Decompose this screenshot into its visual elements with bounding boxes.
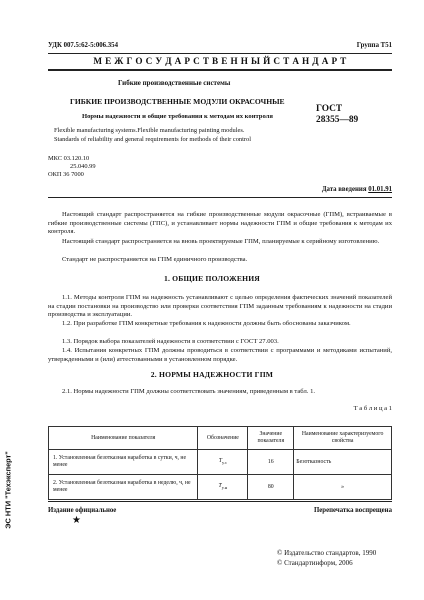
edition-label: Издание официальное [48, 507, 117, 514]
star-icon: ★ [72, 515, 81, 526]
row-2-value: 80 [248, 475, 294, 500]
row-2-property: » [294, 475, 392, 500]
standard-banner: М Е Ж Г О С У Д А Р С Т В Е Н Н Ы Й С Т А Н Д А Р Т [93, 56, 347, 66]
header-rule-bottom [48, 69, 392, 71]
header-rule-top [48, 53, 392, 54]
copyright-line-1: © Издательство стандартов, 1990 [277, 549, 377, 557]
reprint-notice: Перепечатка воспрещена [314, 507, 392, 514]
table-1-caption: Т а б л и ц а 1 [353, 405, 392, 412]
clause-1-1: 1.1. Методы контроля ГПМ на надежность устанавливают с целью определения фактических значений показателей на стадии постановки на производство или проверки соответствия ГПМ заданным требованиям к надежности на стадии производства и эксплуатации. [48, 294, 392, 319]
intro-date-label: Дата введения [321, 186, 367, 193]
table-header-row [49, 427, 392, 450]
row-2-name: 2. Установленная безотказная наработка в неделю, ч, не менее [49, 475, 198, 500]
table-row [49, 450, 392, 475]
okp-code: ОКП 36 7000 [48, 171, 84, 178]
intro-date [322, 186, 392, 193]
intro-paragraph-3: Стандарт не распространяется на ГПМ единичного производства. [62, 256, 248, 263]
clause-1-2: 1.2. При разработке ГПМ конкретные требования к надежности должны быть обоснованы заказчиком. [62, 320, 351, 327]
footer-rule [48, 501, 392, 502]
row-1-value: 16 [248, 450, 294, 475]
clause-1-4: 1.4. Испытания конкретных ГПМ должны проводиться в соответствии с программами и методиками испытаний, утвержденными и (или) аттестованными в установленном порядке. [48, 347, 392, 363]
header-property: Наименование характеризуемого свойства [294, 427, 392, 450]
intro-paragraph-2: Настоящий стандарт распространяется на вновь проектируемые ГПМ, планируемые к серийному изготовлению. [62, 238, 380, 245]
section-2-title: 2. НОРМЫ НАДЕЖНОСТИ ГПМ [150, 370, 274, 379]
side-stamp-text: ЭС НТИ "Техэксперт" [3, 451, 13, 529]
header-indicator-name: Наименование показателя [49, 427, 198, 450]
row-1-property: Безотказность [294, 450, 392, 475]
english-title-line-2: Standards of reliability and general requirements for methods of their control [54, 136, 251, 143]
clause-1-3: 1.3. Порядок выбора показателей надежности в соответствии с ГОСТ 27.003. [62, 338, 279, 345]
row-1-name: 1. Установленная безотказная наработка в сутки, ч, не менее [49, 450, 198, 475]
document-title: ГИБКИЕ ПРОИЗВОДСТВЕННЫЕ МОДУЛИ ОКРАСОЧНЫЕ [70, 97, 285, 106]
header-designation: Обозначение [198, 427, 248, 450]
gost-number: 28355—89 [316, 115, 359, 125]
title-block-rule [48, 197, 392, 198]
reliability-table [48, 426, 392, 500]
series-title: Гибкие производственные системы [118, 79, 231, 87]
intro-date-value: 01.01.91 [368, 186, 392, 193]
english-title-line-1: Flexible manufacturing systems.Flexible manufacturing painting modules. [54, 127, 245, 134]
copyright-line-2: © Стандартинформ, 2006 [277, 559, 353, 567]
header-value: Значение показателя [248, 427, 294, 450]
group-code: Группа Т51 [356, 42, 392, 49]
mks-code-2: 25.040.99 [70, 163, 96, 170]
intro-paragraph-1: Настоящий стандарт распространяется на гибкие производственные модули окрасочные (ГПМ), встраиваемые в гибкие производственные системы (ГПС), и устанавливает нормы надежности ГПМ и общие требования к методам их контроля. [48, 211, 392, 236]
document-subtitle: Нормы надежности и общие требования к методам их контроля [82, 113, 273, 120]
clause-2-1: 2.1. Нормы надежности ГПМ должны соответствовать значениям, приведенным в табл. 1. [62, 388, 316, 395]
section-1-title: 1. ОБЩИЕ ПОЛОЖЕНИЯ [163, 274, 260, 283]
row-2-symbol: $Т_{у.н}$ [198, 475, 248, 500]
row-1-symbol: $Т_{у.с}$ [198, 450, 248, 475]
gost-label: ГОСТ [316, 104, 343, 114]
side-stamp [2, 415, 14, 565]
udk-code: УДК 007.5:62-5:006.354 [48, 42, 118, 49]
mks-code: МКС 03.120.10 [48, 155, 90, 162]
table-row [49, 475, 392, 500]
